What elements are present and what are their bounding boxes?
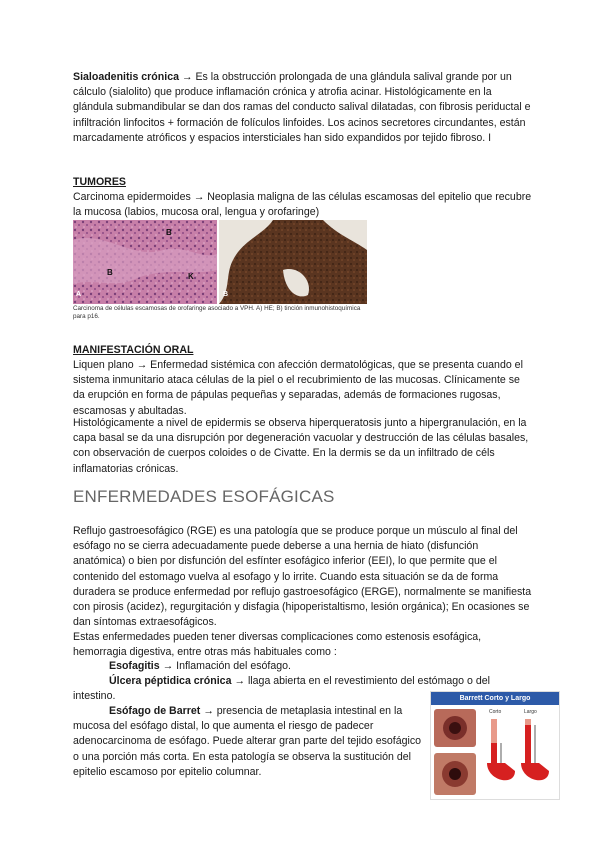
reflujo-paragraph: Reflujo gastroesofágico (RGE) es una patología que se produce porque un músculo al final del esófago no se cierra adecuadamente puede deberse a una hernia de hiato (disfunción anatómica) o bien por disfunción del esfínter esofágico inferior (EEI), lo que permite que el contenido del estomago vuelva al esofago y lo irrite. Cuando esta situación se da de forma duradera se produce enfermedad por reflujo gastroesofágico (ERGE), normalmente se manifiesta con pirosis (acidez), regurgitación y disfagia (hipoperistaltismo, lesión orgánica); En ocasiones se dan síntomas extraesofágicos. [73,525,532,629]
barrett-figure-title: Barrett Corto y Largo [431,692,559,705]
ulcera-title: Úlcera péptidica crónica [109,675,232,687]
tumores-heading: TUMORES [73,176,126,188]
figure-caption: Carcinoma de células escamosas de orofaringe asociado a VPH. A) HE; B) tinción inmunohistoquímica para p16. [73,305,361,320]
barret-title: Esófago de Barret [109,705,201,717]
barrett-illustration [431,705,559,799]
figure-label-b2: B [107,268,113,277]
esofagitis-title: Esofagitis [109,660,160,672]
ulcera-desc: → llaga abierta en el revestimiento del estómago o del intestino. [73,675,490,703]
barrett-label-corto: Corto [489,709,502,715]
sialoadenitis-title: Sialoadenitis crónica [73,71,179,83]
barrett-figure [430,691,560,800]
liquen-paragraph: Liquen plano → Enfermedad sistémica con afección dermatológicas, que se presenta cuando el sistema inmunitario ataca células de la piel o el recubrimiento de las mucosas. Clínicamente se da erupción en forma de pápulas pequeñas y separadas, además de formaciones rugosas, escamosas y abultadas. [73,359,523,417]
histology-paragraph: Histológicamente a nivel de epidermis se observa hiperqueratosis junto a hipergranulación, en la capa basal se da una disrupción por degeneración vacuolar y destrucción de las células basales, con observación de cuerpos coloides o de Civatte. En la dermis se da un infiltrado de céls inflamatorias crónicas. [73,417,529,475]
tumores-text: Carcinoma epidermoides → Neoplasia maligna de las células escamosas del epitelio que recubre la mucosa (labios, mucosa oral, lengua y orofaringe) [73,191,532,219]
figure-panel-b: B [223,291,229,298]
figure-label-k: K [188,272,194,281]
complicaciones-paragraph: Estas enfermedades pueden tener diversas complicaciones como estenosis esofágica, hemorragia digestiva, entre otras más habituales como : [73,631,482,659]
barret-desc: → presencia de metaplasia intestinal en la mucosa del esófago distal, lo que aumenta el riesgo de padecer adenocarcinoma de esófago. Puede alterar gran parte del tejido esofágico o una porción más corta. En esta patología se observa la sustitución del epitelio escamoso por epitelio columnar. [73,705,422,778]
esofagitis-desc: → Inflamación del esófago. [159,660,291,672]
sialoadenitis-text: → Es la obstrucción prolongada de una glándula salival grande por un cálculo (sialolito) que produce inflamación crónica y atrofia acinar. Histológicamente en la glándula submandibular se dan dos ramas del conducto salival dilatadas, con fibrosis periductal e infiltración linfocitos + formación de folículos linfoides. Los acinos secretores circundantes, están marcadamente atróficos y espacios intersticiales han sido expandidos por tejido fibroso. I [73,71,531,144]
esofagitis-item [73,659,533,674]
histology-image [73,220,367,304]
barret-item [73,704,423,780]
figure-label-b1: B [166,228,172,237]
manifestacion-heading: MANIFESTACIÓN ORAL [73,344,194,356]
sialoadenitis-paragraph [73,70,533,146]
esofagicas-heading: ENFERMEDADES ESOFÁGICAS [73,487,335,506]
figure-panel-a: A [76,291,82,298]
histology-figure [73,220,367,304]
barrett-label-largo: Largo [524,709,537,715]
